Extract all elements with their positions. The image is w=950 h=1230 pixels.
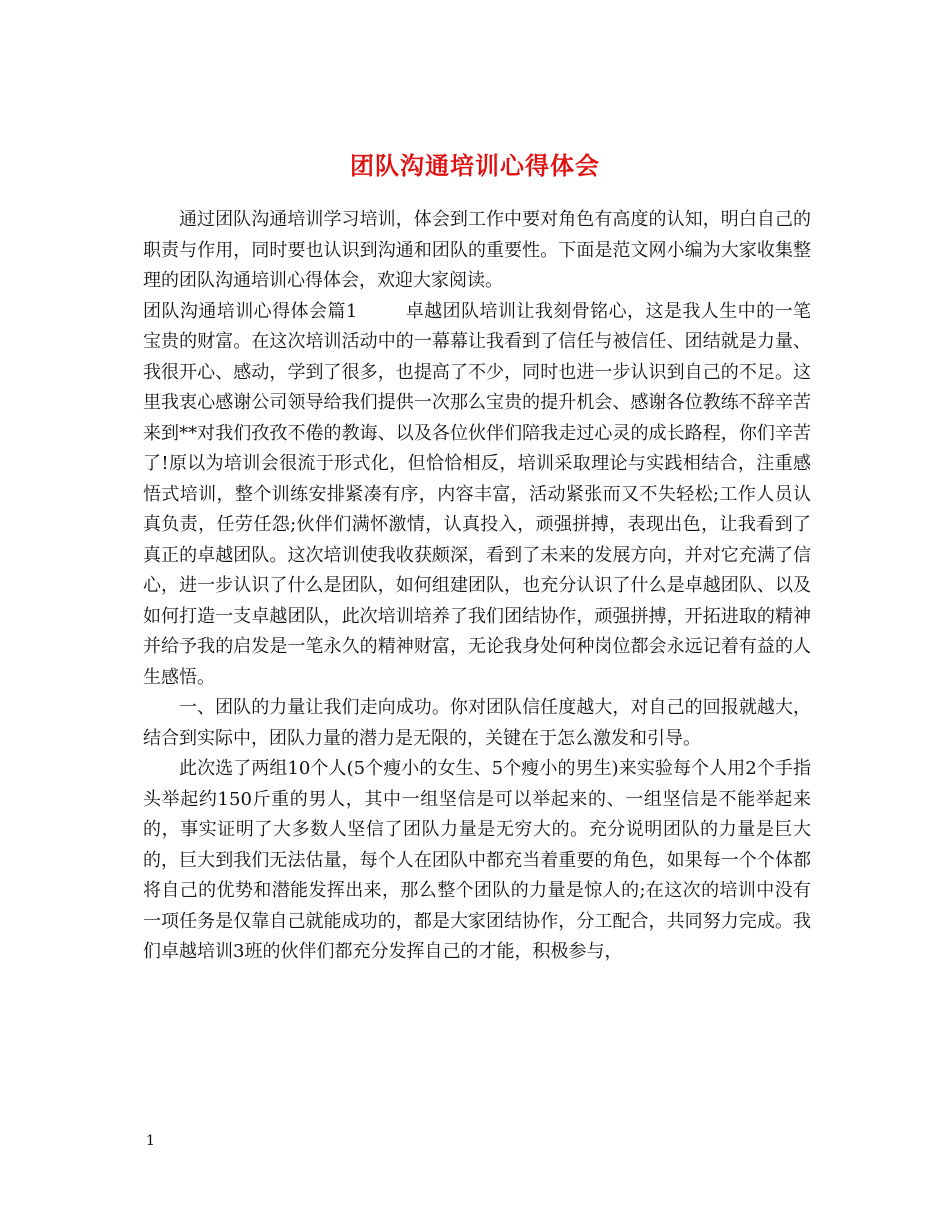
section-text: 卓越团队培训让我刻骨铭心，这是我人生中的一笔宝贵的财富。在这次培训活动中的一幕幕让我看到了信任与被信任、团结就是力量、我很开心、感动，学到了很多，也提高了不少，同时也进一步认识到自己的不足。这里我衷心感谢公司领导给我们提供一次那么宝贵的提升机会、感谢各位教练不辞辛苦来到**对我们孜孜不倦的教诲、以及各位伙伴们陪我走过心灵的成长路程，你们辛苦了!原以为培训会很流于形式化，但恰恰相反，培训采取理论与实践相结合，注重感悟式培训，整个训练安排紧凑有序，内容丰富，活动紧张而又不失轻松;工作人员认真负责，任劳任怨;伙伴们满怀激情，认真投入，顽强拼搏，表现出色，让我看到了真正的卓越团队。这次培训使我收获颇深，看到了未来的发展方向，并对它充满了信心，进一步认识了什么是团队，如何组建团队，也充分认识了什么是卓越团队、以及如何打造一支卓越团队，此次培训培养了我们团结协作，顽强拼搏，开拓进取的精神并给予我的启发是一笔永久的精神财富，无论我身处何种岗位都会永远记着有益的人生感悟。 — [143, 300, 812, 688]
point-one-paragraph: 一、团队的力量让我们走向成功。你对团队信任度越大，对自己的回报就越大，结合到实际中，团队力量的潜力是无限的，关键在于怎么激发和引导。 — [143, 697, 811, 749]
document-body — [143, 205, 811, 968]
page-title: 团队沟通培训心得体会 — [350, 151, 600, 181]
experiment-paragraph: 此次选了两组10个人(5个瘦小的女生、5个瘦小的男生)来实验每个人用2个手指头举起约150斤重的男人，其中一组坚信是可以举起来的、一组坚信是不能举起来的，事实证明了大多数人坚信了团队力量是无穷大的。充分说明团队的力量是巨大的，巨大到我们无法估量，每个人在团队中都充当着重要的角色，如果每一个个体都将自己的优势和潜能发挥出来，那么整个团队的力量是惊人的;在这次的培训中没有一项任务是仅靠自己就能成功的，都是大家团结协作，分工配合，共同努力完成。我们卓越培训3班的伙伴们都充分发挥自己的才能，积极参与， — [143, 758, 811, 962]
intro-paragraph: 通过团队沟通培训学习培训，体会到工作中要对角色有高度的认知，明白自己的职责与作用，同时要也认识到沟通和团队的重要性。下面是范文网小编为大家收集整理的团队沟通培训心得体会，欢迎大家阅读。 — [143, 209, 811, 291]
section-label: 团队沟通培训心得体会篇1 — [143, 300, 358, 322]
page-number: 1 — [146, 1133, 155, 1149]
section-paragraph — [143, 297, 811, 694]
